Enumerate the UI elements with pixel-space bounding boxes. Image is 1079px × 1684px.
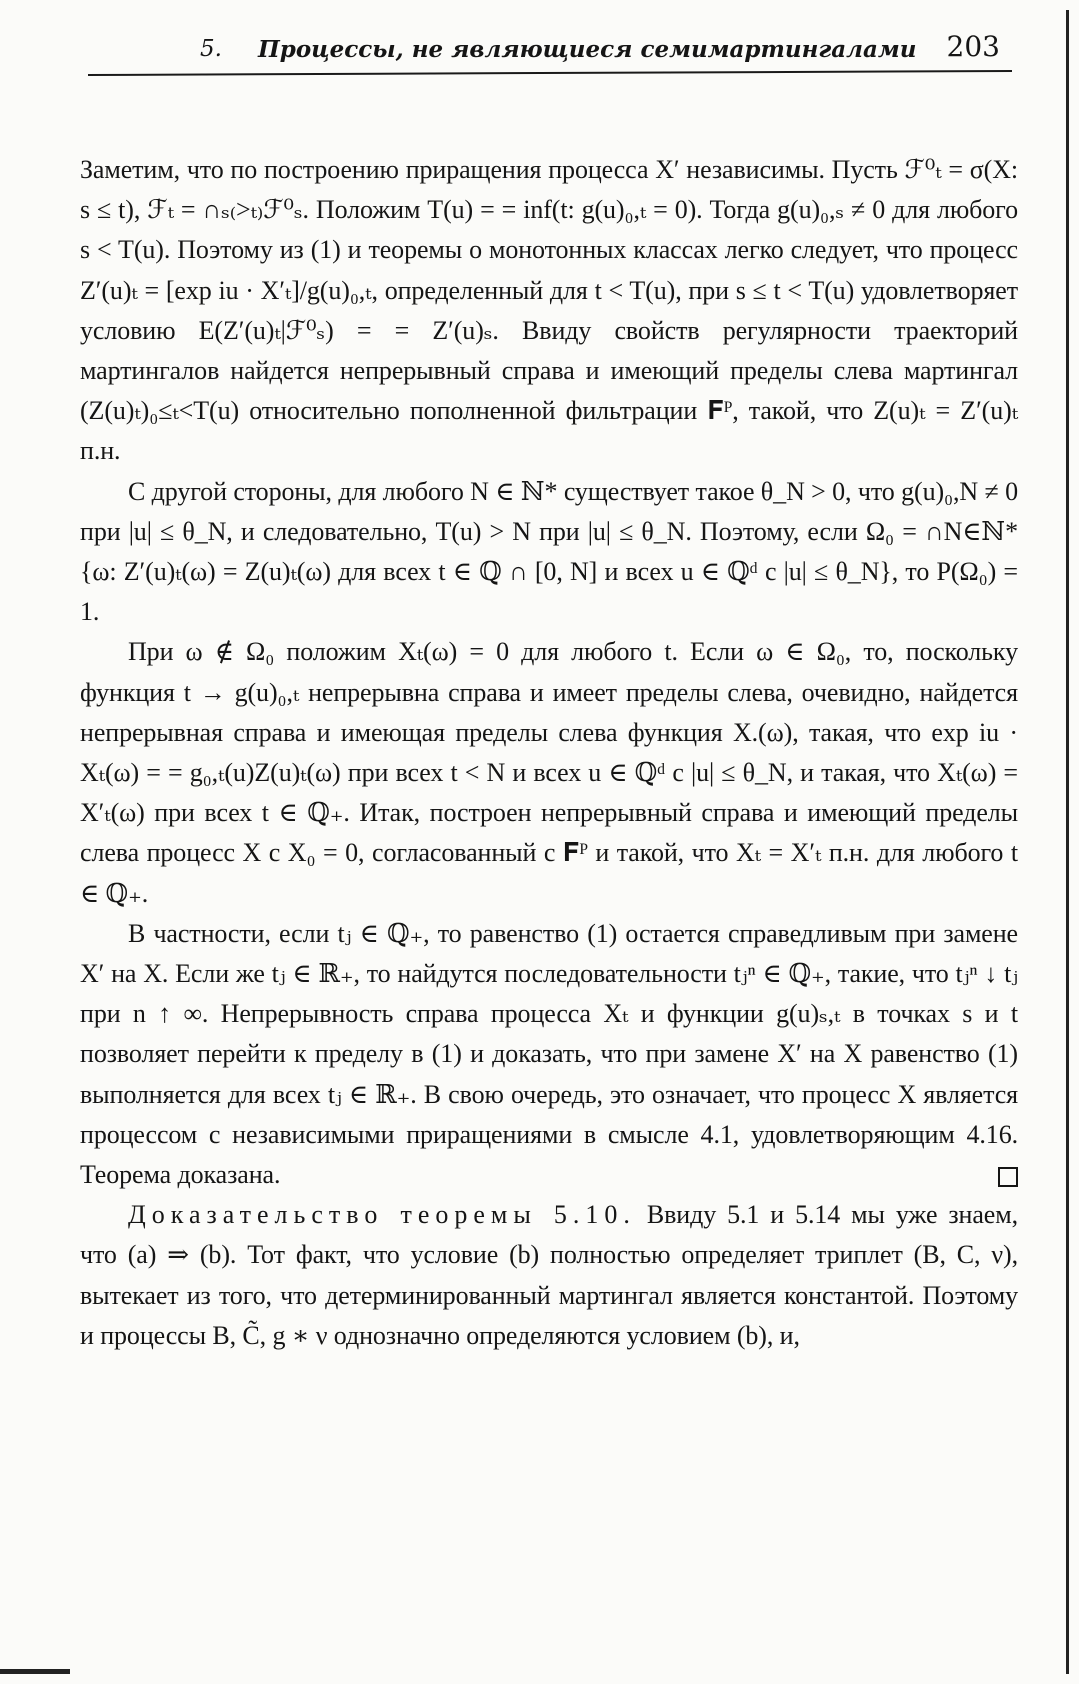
- margin-mark: [0, 1669, 70, 1674]
- paragraph-1: Заметим, что по построению приращения процесса X′ независимы. Пусть ℱ⁰ₜ = σ(X: s ≤ t), ℱₜ = ∩ₛ₍>ₜ₎ℱ⁰ₛ. Положим T(u) = = inf(t: g(u)₀,ₜ = 0). Тогда g(u)₀,ₛ ≠ 0 для любого s < T(u). Поэтому из (1) и теоремы о монотонных классах легко следует, что процесс Z′(u)ₜ = [exp iu · X′ₜ]/g(u)₀,ₜ, определенный для t < T(u), при s ≤ t < T(u) удовлетворяет условию E(Z′(u)ₜ|ℱ⁰ₛ) = = Z′(u)ₛ. Ввиду свойств регулярности траекторий мартингалов найдется непрерывный справа и имеющий пределы слева мартингал (Z(u)ₜ)₀≤ₜ<T(u) относительно пополненной фильтрации 𝐅ᴾ, такой, что Z(u)ₜ = Z′(u)ₜ п.н.: [80, 155, 1018, 466]
- section-number: 5.: [200, 36, 222, 62]
- header-rule: [88, 70, 1012, 76]
- page-number: 203: [946, 30, 1000, 63]
- qed-symbol: [998, 1167, 1018, 1187]
- proof-paragraph: [80, 1195, 1018, 1356]
- body-text: [80, 150, 1018, 1356]
- proof-text: Ввиду 5.1 и 5.14 мы уже знаем, что (a) ⇒ (b). Тот факт, что условие (b) полностью определяет триплет (B, C, ν), вытекает из того, что детерминированный мартингал является константой. Поэтому и процессы B, C̃, g ∗ ν однозначно определяются условием (b), и,: [80, 1200, 1018, 1350]
- paragraph-3: При ω ∉ Ω₀ положим Xₜ(ω) = 0 для любого t. Если ω ∈ Ω₀, то, поскольку функция t → g(u)₀,ₜ непрерывна справа и имеет пределы слева, очевидно, найдется непрерывная справа и имеющая пределы слева функция X.(ω), такая, что exp iu · Xₜ(ω) = = g₀,ₜ(u)Z(u)ₜ(ω) при всех t < N и всех u ∈ ℚᵈ с |u| ≤ θ_N, и такая, что Xₜ(ω) = X′ₜ(ω) при всех t ∈ ℚ₊. Итак, построен непрерывный справа и имеющий пределы слева процесс X с X₀ = 0, согласованный с 𝐅ᴾ и такой, что Xₜ = X′ₜ п.н. для любого t ∈ ℚ₊.: [80, 637, 1018, 908]
- paragraph-2: С другой стороны, для любого N ∈ ℕ* существует такое θ_N > 0, что g(u)₀,N ≠ 0 при |u| ≤ θ_N, и следовательно, T(u) > N при |u| ≤ θ_N. Поэтому, если Ω₀ = ∩N∈ℕ* {ω: Z′(u)ₜ(ω) = Z(u)ₜ(ω) для всех t ∈ ℚ ∩ [0, N] и всех u ∈ ℚᵈ с |u| ≤ θ_N}, то P(Ω₀) = 1.: [80, 476, 1018, 627]
- section-title: Процессы, не являющиеся семимартингалами: [258, 36, 917, 63]
- paragraph-4: [80, 914, 1018, 1195]
- paragraph-4-text: В частности, если tⱼ ∈ ℚ₊, то равенство (1) остается справедливым при замене X′ на X. Если же tⱼ ∈ ℝ₊, то найдутся последовательности tⱼⁿ ∈ ℚ₊, такие, что tⱼⁿ ↓ tⱼ при n ↑ ∞. Непрерывность справа процесса Xₜ и функции g(u)ₛ,ₜ в точках s и t позволяет перейти к пределу в (1) и доказать, что при замене X′ на X равенство (1) выполняется для всех tⱼ ∈ ℝ₊. В свою очередь, это означает, что процесс X является процессом с независимыми приращениями в смысле 4.1, удовлетворяющим 4.16. Теорема доказана.: [80, 918, 1018, 1190]
- page-edge: [1066, 10, 1069, 1674]
- running-header: [200, 30, 1000, 70]
- proof-heading: Доказательство теоремы 5.10.: [128, 1200, 636, 1230]
